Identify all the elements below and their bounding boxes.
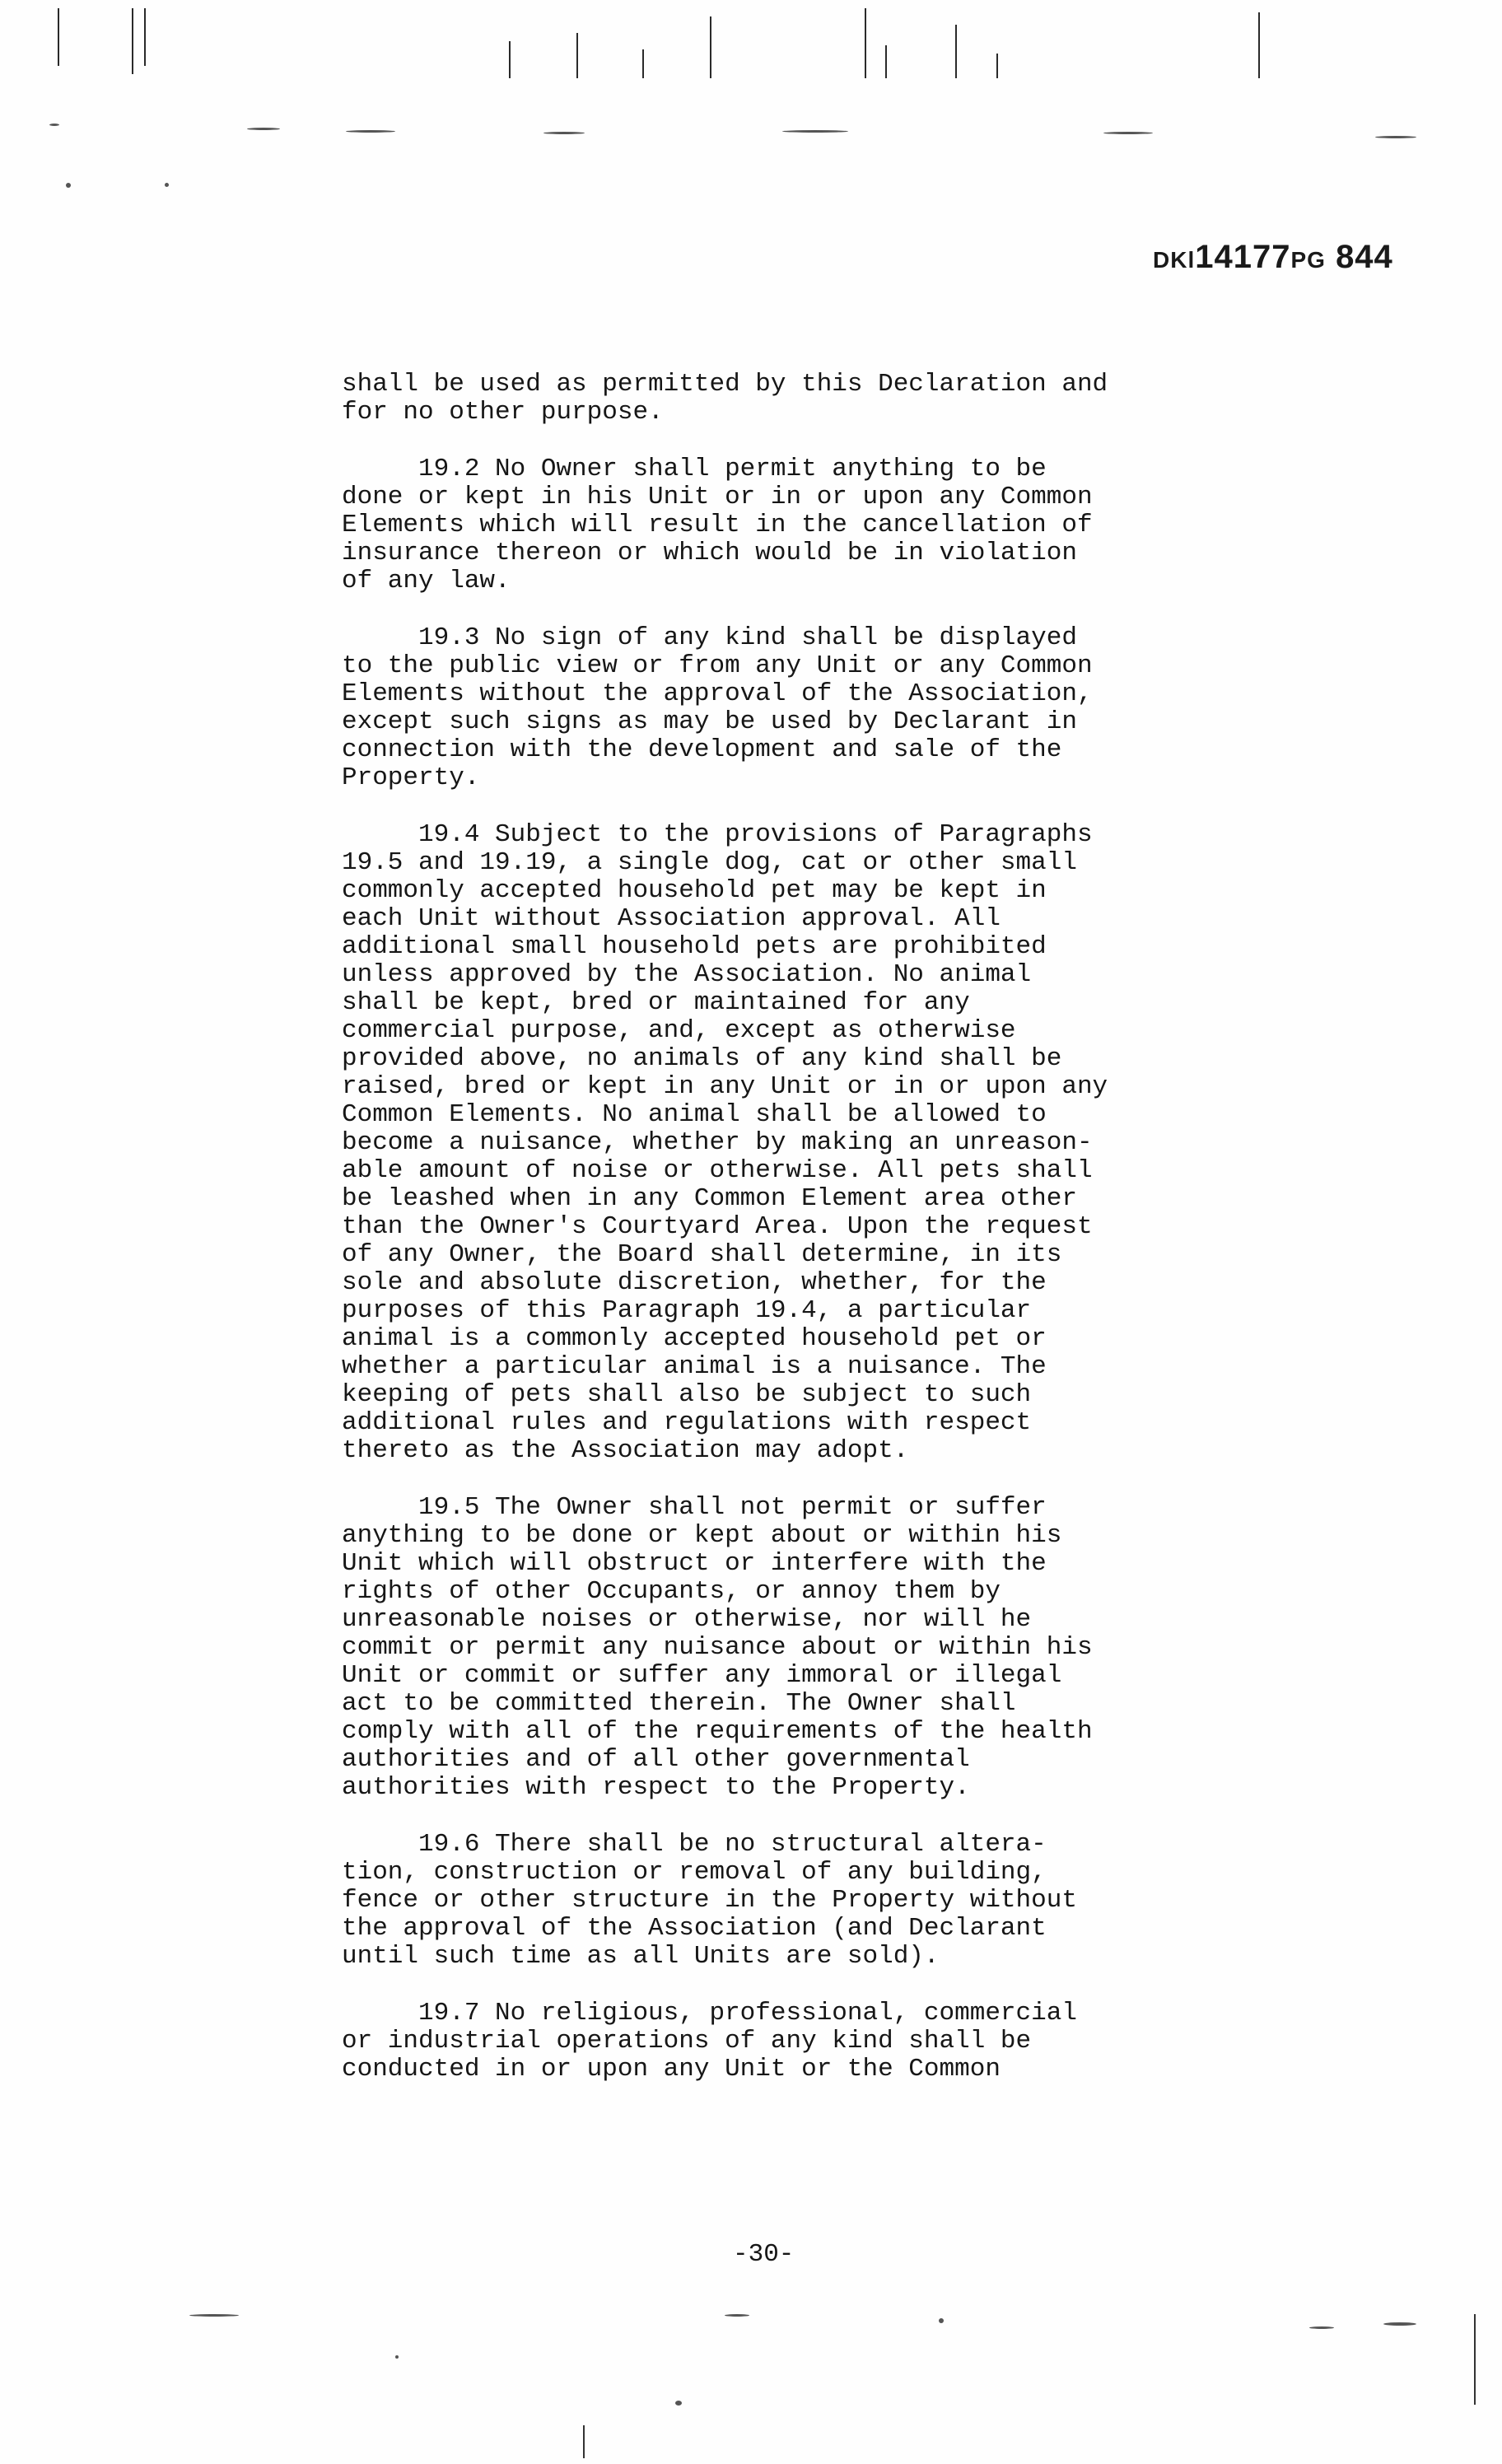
stamp-mark: PG (1290, 247, 1326, 273)
text-line: anything to be done or kept about or within his (342, 1521, 1062, 1550)
text-line: 19.3 No sign of any kind shall be displayed (342, 623, 1077, 652)
paragraph-intro (342, 371, 1248, 427)
paragraph-19-2 (342, 455, 1248, 595)
scan-artifact (58, 8, 59, 66)
text-line: additional small household pets are prohibited (342, 932, 1047, 961)
text-line: Common Elements. No animal shall be allowed to (342, 1100, 1047, 1129)
scan-artifact (1258, 12, 1260, 78)
scan-speck (939, 2318, 944, 2323)
scan-artifact (642, 49, 644, 78)
text-line: thereto as the Association may adopt. (342, 1436, 909, 1465)
text-line: 19.2 No Owner shall permit anything to be (342, 455, 1047, 483)
text-line: fence or other structure in the Property without (342, 1886, 1077, 1915)
scan-artifact (576, 33, 578, 78)
scan-speck (66, 183, 71, 188)
scan-artifact (865, 8, 866, 78)
text-line: or industrial operations of any kind shall be (342, 2027, 1032, 2056)
document-reference-stamp (1153, 239, 1393, 276)
text-line: Elements without the approval of the Association, (342, 679, 1093, 708)
paragraph-19-6 (342, 1831, 1248, 1971)
text-line: than the Owner's Courtyard Area. Upon the request (342, 1212, 1093, 1241)
text-line: the approval of the Association (and Declarant (342, 1914, 1047, 1943)
scan-speck (725, 2314, 749, 2317)
scan-artifact (885, 45, 887, 78)
text-line: unreasonable noises or otherwise, nor will he (342, 1605, 1032, 1634)
text-line: 19.5 The Owner shall not permit or suffer (342, 1493, 1047, 1522)
text-line: raised, bred or kept in any Unit or in or upon any (342, 1072, 1108, 1101)
text-line: unless approved by the Association. No animal (342, 960, 1032, 989)
text-line: Unit or commit or suffer any immoral or illegal (342, 1661, 1062, 1690)
scan-speck (543, 132, 585, 134)
text-line: tion, construction or removal of any building, (342, 1858, 1047, 1887)
text-line: for no other purpose. (342, 398, 664, 427)
text-line: provided above, no animals of any kind shall be (342, 1044, 1062, 1073)
text-line: able amount of noise or otherwise. All pets shall (342, 1156, 1093, 1185)
text-line: shall be used as permitted by this Declaration and (342, 370, 1108, 399)
text-line: to the public view or from any Unit or any Common (342, 651, 1093, 680)
text-line: be leashed when in any Common Element area other (342, 1184, 1077, 1213)
text-line: of any Owner, the Board shall determine, in its (342, 1240, 1062, 1269)
text-line: Property. (342, 763, 480, 792)
text-line: comply with all of the requirements of the health (342, 1717, 1093, 1746)
text-line: each Unit without Association approval. All (342, 904, 1001, 933)
text-line: Unit which will obstruct or interfere with the (342, 1549, 1047, 1578)
text-line: commercial purpose, and, except as otherwise (342, 1016, 1016, 1045)
text-line: rights of other Occupants, or annoy them by (342, 1577, 1001, 1606)
stamp-prefix: DKl (1153, 247, 1196, 273)
page-number: -30- (733, 2240, 795, 2269)
scan-speck (1103, 132, 1153, 134)
text-line: whether a particular animal is a nuisance. The (342, 1352, 1047, 1381)
text-line: insurance thereon or which would be in violation (342, 539, 1077, 567)
scan-artifact (955, 25, 957, 78)
paragraph-19-3 (342, 624, 1248, 792)
text-line: done or kept in his Unit or in or upon any Common (342, 483, 1093, 511)
scan-speck (1309, 2326, 1334, 2329)
text-line: until such time as all Units are sold). (342, 1942, 940, 1971)
scan-speck (189, 2314, 239, 2317)
stamp-page: 844 (1336, 239, 1393, 275)
text-line: shall be kept, bred or maintained for any (342, 988, 970, 1017)
text-line: 19.5 and 19.19, a single dog, cat or other small (342, 848, 1077, 877)
paragraph-19-5 (342, 1494, 1248, 1802)
text-line: commonly accepted household pet may be kept in (342, 876, 1047, 905)
text-line: additional rules and regulations with respect (342, 1408, 1032, 1437)
text-line: conducted in or upon any Unit or the Common (342, 2055, 1001, 2084)
text-line: commit or permit any nuisance about or within his (342, 1633, 1093, 1662)
scan-speck (346, 130, 395, 133)
text-line: of any law. (342, 567, 511, 595)
scan-speck (1375, 136, 1416, 138)
text-line: authorities and of all other governmental (342, 1745, 970, 1774)
text-line: animal is a commonly accepted household pet or (342, 1324, 1047, 1353)
scan-artifact (583, 2425, 585, 2458)
text-line: sole and absolute discretion, whether, for the (342, 1268, 1047, 1297)
text-line: connection with the development and sale of the (342, 735, 1062, 764)
text-line: Elements which will result in the cancellation of (342, 511, 1093, 539)
text-line: purposes of this Paragraph 19.4, a particular (342, 1296, 1032, 1325)
scan-speck (782, 130, 848, 133)
text-line: become a nuisance, whether by making an unreason- (342, 1128, 1093, 1157)
stamp-number: 14177 (1195, 239, 1291, 275)
scan-artifact (509, 41, 511, 78)
scan-artifact (1474, 2314, 1476, 2405)
scan-artifact (710, 16, 711, 78)
scan-artifact (132, 8, 133, 74)
scan-speck (395, 2355, 399, 2359)
text-line: keeping of pets shall also be subject to such (342, 1380, 1032, 1409)
text-line: 19.4 Subject to the provisions of Paragraphs (342, 820, 1093, 849)
document-body (342, 371, 1248, 2112)
scan-speck (247, 128, 280, 130)
scan-artifact (996, 54, 998, 78)
text-line: 19.6 There shall be no structural altera- (342, 1830, 1047, 1859)
paragraph-19-7 (342, 2000, 1248, 2084)
text-line: 19.7 No religious, professional, commercial (342, 1999, 1077, 2028)
scan-speck (165, 183, 169, 187)
scan-speck (1383, 2322, 1416, 2326)
text-line: authorities with respect to the Property. (342, 1773, 970, 1802)
scan-artifact (144, 8, 146, 66)
scan-speck (675, 2401, 682, 2406)
text-line: except such signs as may be used by Declarant in (342, 707, 1077, 736)
scan-speck (49, 124, 59, 126)
text-line: act to be committed therein. The Owner shall (342, 1689, 1016, 1718)
paragraph-19-4 (342, 821, 1248, 1465)
